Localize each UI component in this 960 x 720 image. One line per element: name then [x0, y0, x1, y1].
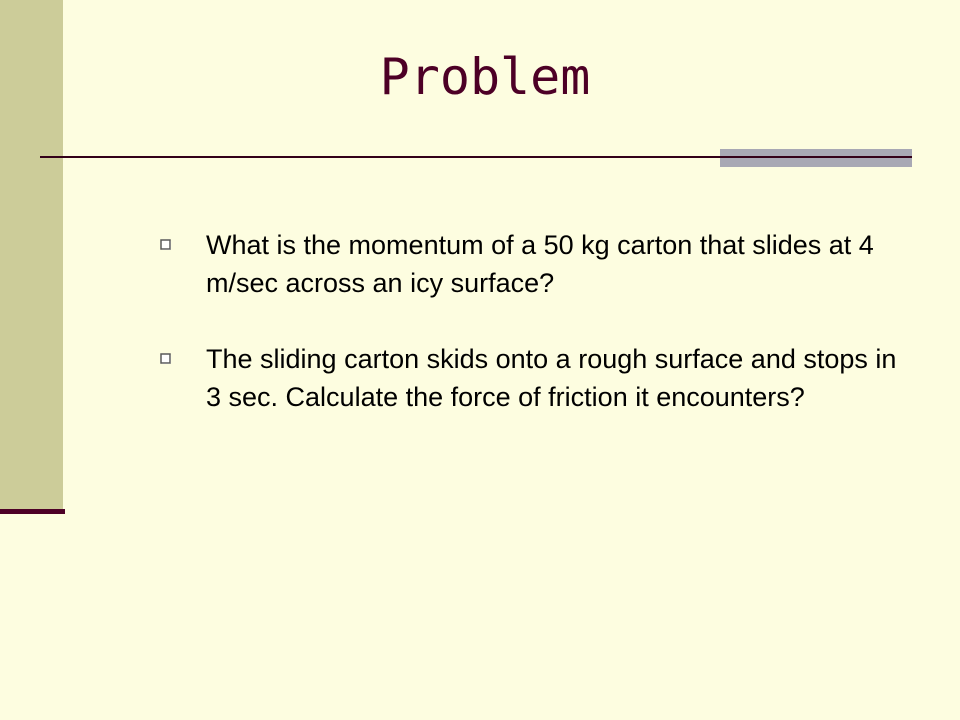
- slide-title: Problem: [379, 48, 591, 106]
- hollow-square-bullet-icon: [160, 239, 171, 250]
- bullet-list: [160, 226, 900, 454]
- sidebar-accent-line: [0, 509, 65, 514]
- bullet-text: What is the momentum of a 50 kg carton that slides at 4 m/sec across an icy surface?: [206, 230, 874, 298]
- bullet-text: The sliding carton skids onto a rough surface and stops in 3 sec. Calculate the force of friction it encounters?: [206, 344, 897, 412]
- title-divider-accent-line: [720, 156, 912, 158]
- title-divider-accent: [720, 149, 912, 167]
- list-item: [160, 340, 900, 416]
- hollow-square-bullet-icon: [160, 353, 171, 364]
- list-item: [160, 226, 900, 302]
